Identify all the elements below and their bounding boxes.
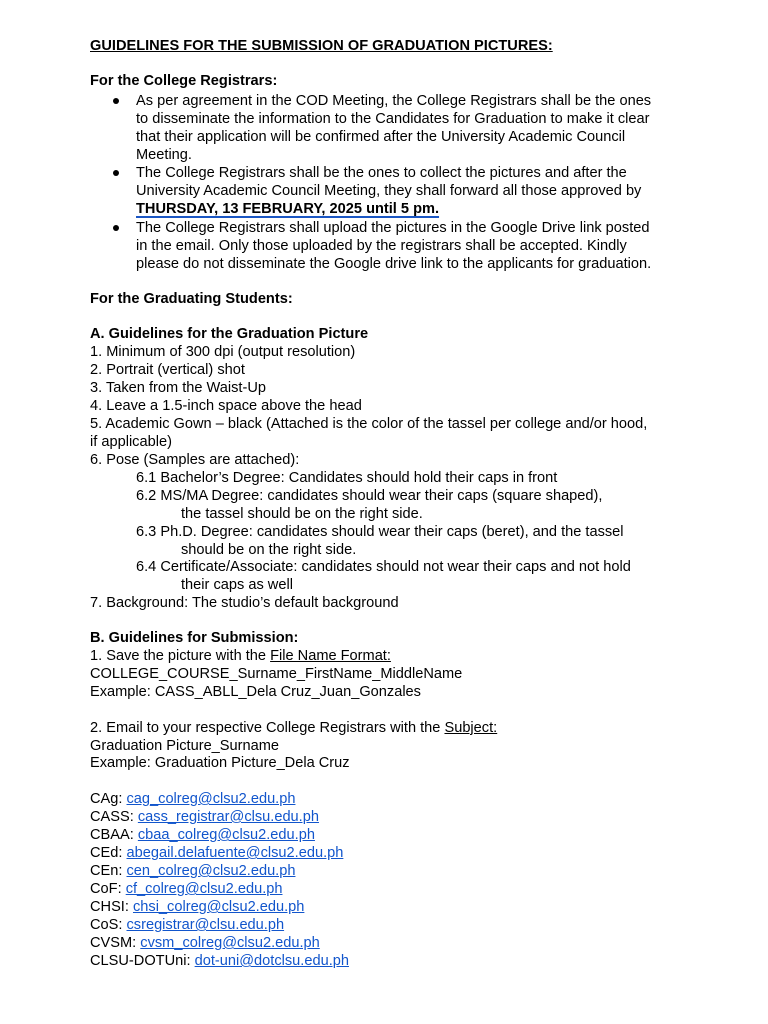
save-instruction: [90, 647, 391, 665]
email-link[interactable]: cf_colreg@clsu2.edu.ph: [125, 881, 283, 897]
email-instruction-text: 2. Email to your respective College Registrars with the: [90, 720, 445, 736]
registrars-bullet1-line4: Meeting.: [136, 147, 192, 163]
contact-cbaa: [90, 826, 315, 844]
pose-item-continued: their caps as well: [181, 577, 293, 593]
pose-item: 6.2 MS/MA Degree: candidates should wear their caps (square shaped),: [136, 488, 603, 504]
email-instruction: [90, 719, 497, 737]
email-link[interactable]: cvsm_colreg@clsu2.edu.ph: [140, 935, 320, 951]
contact-college: CBAA:: [90, 827, 138, 843]
contact-dotuni: [90, 952, 349, 970]
registrars-bullet3-line3: please do not disseminate the Google drive link to the applicants for graduation.: [136, 256, 652, 272]
pose-item: 6.1 Bachelor’s Degree: Candidates should hold their caps in front: [136, 470, 558, 486]
document-title: GUIDELINES FOR THE SUBMISSION OF GRADUATION PICTURES:: [90, 38, 553, 54]
pose-item: 6.4 Certificate/Associate: candidates should not wear their caps and not hold: [136, 559, 631, 575]
students-heading: For the Graduating Students:: [90, 291, 293, 307]
bullet-icon: [113, 164, 121, 172]
section-a-item: 5. Academic Gown – black (Attached is the color of the tassel per college and/or hood,: [90, 416, 648, 432]
email-link[interactable]: chsi_colreg@clsu2.edu.ph: [132, 899, 305, 915]
contact-cof: [90, 880, 282, 898]
email-link[interactable]: cen_colreg@clsu2.edu.ph: [126, 863, 296, 879]
section-a-item: 6. Pose (Samples are attached):: [90, 452, 300, 468]
email-link[interactable]: dot-uni@dotclsu.edu.ph: [194, 953, 349, 969]
file-name-example: Example: CASS_ABLL_Dela Cruz_Juan_Gonzales: [90, 684, 421, 700]
subject-example: Example: Graduation Picture_Dela Cruz: [90, 755, 350, 771]
contact-cag: [90, 790, 295, 808]
section-a-heading: A. Guidelines for the Graduation Picture: [90, 326, 369, 342]
contact-college: CEd:: [90, 845, 127, 861]
registrars-bullet3-line2: in the email. Only those uploaded by the registrars shall be accepted. Kindly: [136, 238, 627, 254]
registrars-bullet2-line2: University Academic Council Meeting, they shall forward all those approved by: [136, 183, 642, 199]
pose-item: 6.3 Ph.D. Degree: candidates should wear their caps (beret), and the tassel: [136, 524, 624, 540]
email-link[interactable]: cag_colreg@clsu2.edu.ph: [126, 791, 296, 807]
contact-college: CoS:: [90, 917, 127, 933]
subject-format: Graduation Picture_Surname: [90, 738, 280, 754]
email-link[interactable]: csregistrar@clsu.edu.ph: [126, 917, 285, 933]
email-link[interactable]: abegail.delafuente@clsu2.edu.ph: [126, 845, 344, 861]
section-a-item: if applicable): [90, 434, 172, 450]
save-instruction-text: 1. Save the picture with the: [90, 648, 271, 664]
section-b-heading: B. Guidelines for Submission:: [90, 630, 299, 646]
email-link[interactable]: cass_registrar@clsu.edu.ph: [137, 809, 319, 825]
contact-college: CAg:: [90, 791, 127, 807]
file-name-format-label: File Name Format:: [270, 648, 391, 664]
subject-label: Subject:: [444, 720, 498, 736]
registrars-bullet2-line1: The College Registrars shall be the ones to collect the pictures and after the: [136, 165, 627, 181]
pose-item-continued: should be on the right side.: [181, 542, 357, 558]
contact-cass: [90, 808, 319, 826]
registrars-heading: For the College Registrars:: [90, 73, 278, 89]
submission-deadline: THURSDAY, 13 FEBRUARY, 2025 until 5 pm.: [136, 201, 440, 217]
contact-college: CVSM:: [90, 935, 141, 951]
registrars-bullet3-line1: The College Registrars shall upload the pictures in the Google Drive link posted: [136, 220, 650, 236]
contact-college: CEn:: [90, 863, 127, 879]
contact-cos: [90, 916, 284, 934]
pose-item-continued: the tassel should be on the right side.: [181, 506, 423, 522]
section-a-item: 2. Portrait (vertical) shot: [90, 362, 245, 378]
contact-college: CLSU-DOTUni:: [90, 953, 195, 969]
bullet-icon: [113, 219, 121, 227]
section-a-item: 3. Taken from the Waist-Up: [90, 380, 267, 396]
bullet-icon: [113, 92, 121, 100]
contact-college: CoF:: [90, 881, 126, 897]
contact-college: CHSI:: [90, 899, 133, 915]
registrars-bullet1-line2: to disseminate the information to the Candidates for Graduation to make it clear: [136, 111, 650, 127]
section-a-item: 7. Background: The studio’s default background: [90, 595, 399, 611]
file-name-format: COLLEGE_COURSE_Surname_FirstName_MiddleName: [90, 666, 463, 682]
contact-college: CASS:: [90, 809, 138, 825]
email-link[interactable]: cbaa_colreg@clsu2.edu.ph: [137, 827, 315, 843]
section-a-item: 4. Leave a 1.5-inch space above the head: [90, 398, 362, 414]
contact-chsi: [90, 898, 304, 916]
registrars-bullet1-line3: that their application will be confirmed after the University Academic Council: [136, 129, 626, 145]
section-a-item: 1. Minimum of 300 dpi (output resolution): [90, 344, 356, 360]
contact-ced: [90, 844, 343, 862]
registrars-bullet1-line1: As per agreement in the COD Meeting, the College Registrars shall be the ones: [136, 93, 652, 109]
contact-cvsm: [90, 934, 320, 952]
contact-cen: [90, 862, 295, 880]
